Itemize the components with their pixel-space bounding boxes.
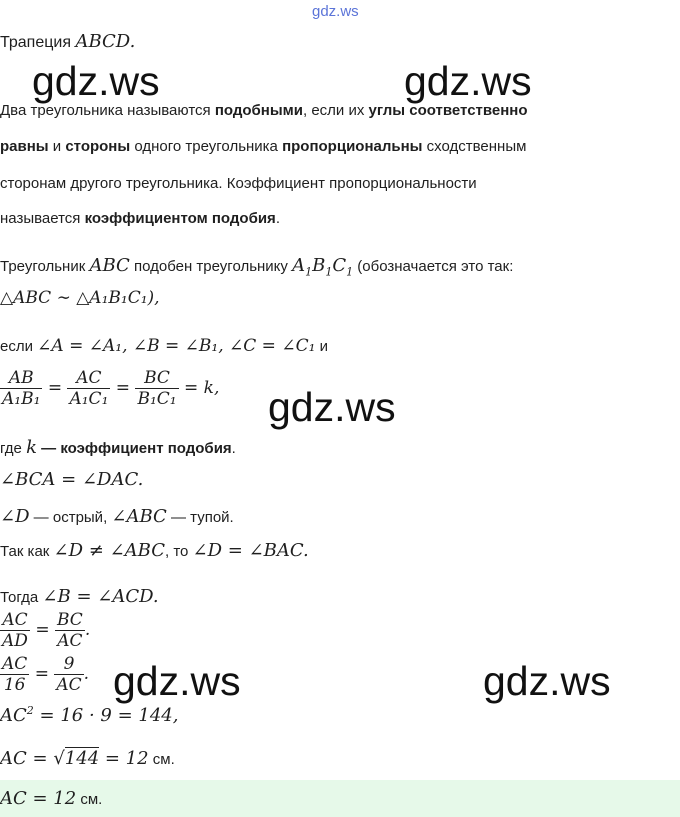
text: и bbox=[319, 338, 328, 355]
text: называется bbox=[0, 210, 85, 227]
denominator: AC bbox=[56, 675, 82, 695]
text: Тогда bbox=[0, 589, 43, 606]
watermark: gdz.ws bbox=[404, 58, 532, 104]
text: (обозначается это так: bbox=[353, 258, 514, 275]
fraction bbox=[54, 654, 83, 695]
trapezoid-label: Трапеция bbox=[0, 34, 76, 51]
angles-equal: ∠BCA = ∠DAC. bbox=[0, 469, 144, 490]
math: ∠B = ∠ACD. bbox=[42, 586, 159, 607]
text: . bbox=[275, 210, 280, 227]
proportion-2: $\frac{AC}{16}$ = $\frac{9}{AC}$ . bbox=[2, 654, 90, 695]
where-k-line bbox=[0, 437, 236, 458]
numerator: BC bbox=[56, 610, 83, 630]
final-answer bbox=[0, 788, 102, 809]
proportion-1: $\frac{AC}{AD}$ = $\frac{BC}{AC}$ . bbox=[2, 610, 91, 651]
watermark: gdz.ws bbox=[113, 658, 241, 704]
math-a1b1c1: $A_1B_1C_1$ bbox=[292, 255, 354, 279]
bold-term: равны bbox=[0, 138, 49, 155]
fraction bbox=[67, 368, 110, 409]
numerator: AC bbox=[76, 368, 102, 388]
math: ∠D = ∠BAC. bbox=[192, 540, 309, 561]
acute-obtuse-line bbox=[0, 506, 234, 527]
denominator: 16 bbox=[0, 674, 29, 695]
bold-term: коэффициентом подобия bbox=[84, 210, 276, 227]
trapezoid-name: ABCD. bbox=[75, 31, 136, 52]
angles-condition bbox=[0, 336, 328, 356]
bold-term: стороны bbox=[65, 138, 131, 155]
since-line bbox=[0, 540, 309, 561]
numerator: AC bbox=[2, 654, 28, 674]
math: = 12 bbox=[99, 748, 149, 769]
math: = 16 · 9 = 144, bbox=[39, 705, 179, 726]
unit: см. bbox=[148, 751, 175, 768]
text: Два треугольника называются bbox=[0, 102, 215, 119]
text: , то bbox=[165, 543, 193, 560]
definition-line-2 bbox=[0, 138, 526, 155]
text: и bbox=[48, 138, 66, 155]
denominator: A₁C₁ bbox=[69, 389, 109, 409]
site-link[interactable]: gdz.ws bbox=[312, 3, 359, 20]
denominator: AD bbox=[2, 631, 28, 651]
denominator: A₁B₁ bbox=[2, 389, 41, 409]
text: если bbox=[0, 338, 33, 355]
math: = bbox=[32, 748, 54, 769]
text: сходственным bbox=[422, 138, 527, 155]
text: одного треугольника bbox=[130, 138, 283, 155]
math: k bbox=[26, 437, 37, 458]
definition-line-3: сторонам другого треугольника. Коэффициент пропорциональности bbox=[0, 175, 477, 192]
math: ∠D ≠ ∠ABC bbox=[53, 540, 165, 561]
ac-squared-line: $AC^2 = 16 \cdot 9 = 144$, bbox=[0, 704, 179, 726]
numerator: AB bbox=[8, 368, 34, 388]
denominator: AC bbox=[55, 630, 85, 651]
text: . bbox=[231, 440, 236, 457]
text: Так как bbox=[0, 543, 54, 560]
bold-term: углы соответственно bbox=[368, 102, 528, 119]
denominator: B₁C₁ bbox=[137, 389, 177, 409]
numerator: AC bbox=[2, 610, 28, 630]
fraction bbox=[0, 368, 42, 409]
radicand: 144 bbox=[64, 748, 100, 769]
trapezoid-line bbox=[0, 31, 135, 52]
similarity-notation: △ABC ∼ △A₁B₁C₁), bbox=[0, 288, 160, 308]
ratio-tail: = k, bbox=[184, 378, 220, 398]
text: — bbox=[36, 440, 61, 457]
numerator: 9 bbox=[63, 654, 75, 674]
text: подобен треугольнику bbox=[129, 258, 293, 275]
text: — острый, bbox=[29, 509, 112, 526]
fraction bbox=[0, 654, 29, 695]
bold-term: подобными bbox=[214, 102, 303, 119]
math: AC = 12 bbox=[0, 788, 77, 809]
fraction bbox=[135, 368, 178, 409]
ratio-equation: $\frac{AB}{\text{A₁B₁}}$ = $\frac{AC}{\text{A₁C₁}}$ = $\frac{BC}{\text{B₁C₁}}$ = k, bbox=[2, 368, 220, 409]
bold-term: пропорциональны bbox=[282, 138, 423, 155]
text: , если их bbox=[302, 102, 369, 119]
ac-root-line: AC = √144 = 12 см. bbox=[0, 748, 175, 769]
numerator: BC bbox=[144, 368, 170, 388]
math: ∠ABC bbox=[111, 506, 167, 527]
watermark: gdz.ws bbox=[268, 384, 396, 430]
watermark: gdz.ws bbox=[32, 58, 160, 104]
text: — тупой. bbox=[166, 509, 234, 526]
bold-term: коэффициент подобия bbox=[60, 440, 232, 457]
fraction bbox=[0, 610, 30, 651]
math: ABC bbox=[89, 255, 130, 276]
math: ∠D bbox=[0, 506, 30, 527]
similarity-line bbox=[0, 255, 513, 279]
text: где bbox=[0, 440, 27, 457]
then-line bbox=[0, 586, 159, 607]
unit: см. bbox=[76, 791, 103, 808]
definition-line-4 bbox=[0, 210, 280, 227]
text: Треугольник bbox=[0, 258, 90, 275]
math: ∠A = ∠A₁, ∠B = ∠B₁, ∠C = ∠C₁ bbox=[37, 336, 316, 356]
fraction bbox=[55, 610, 85, 651]
watermark: gdz.ws bbox=[483, 658, 611, 704]
